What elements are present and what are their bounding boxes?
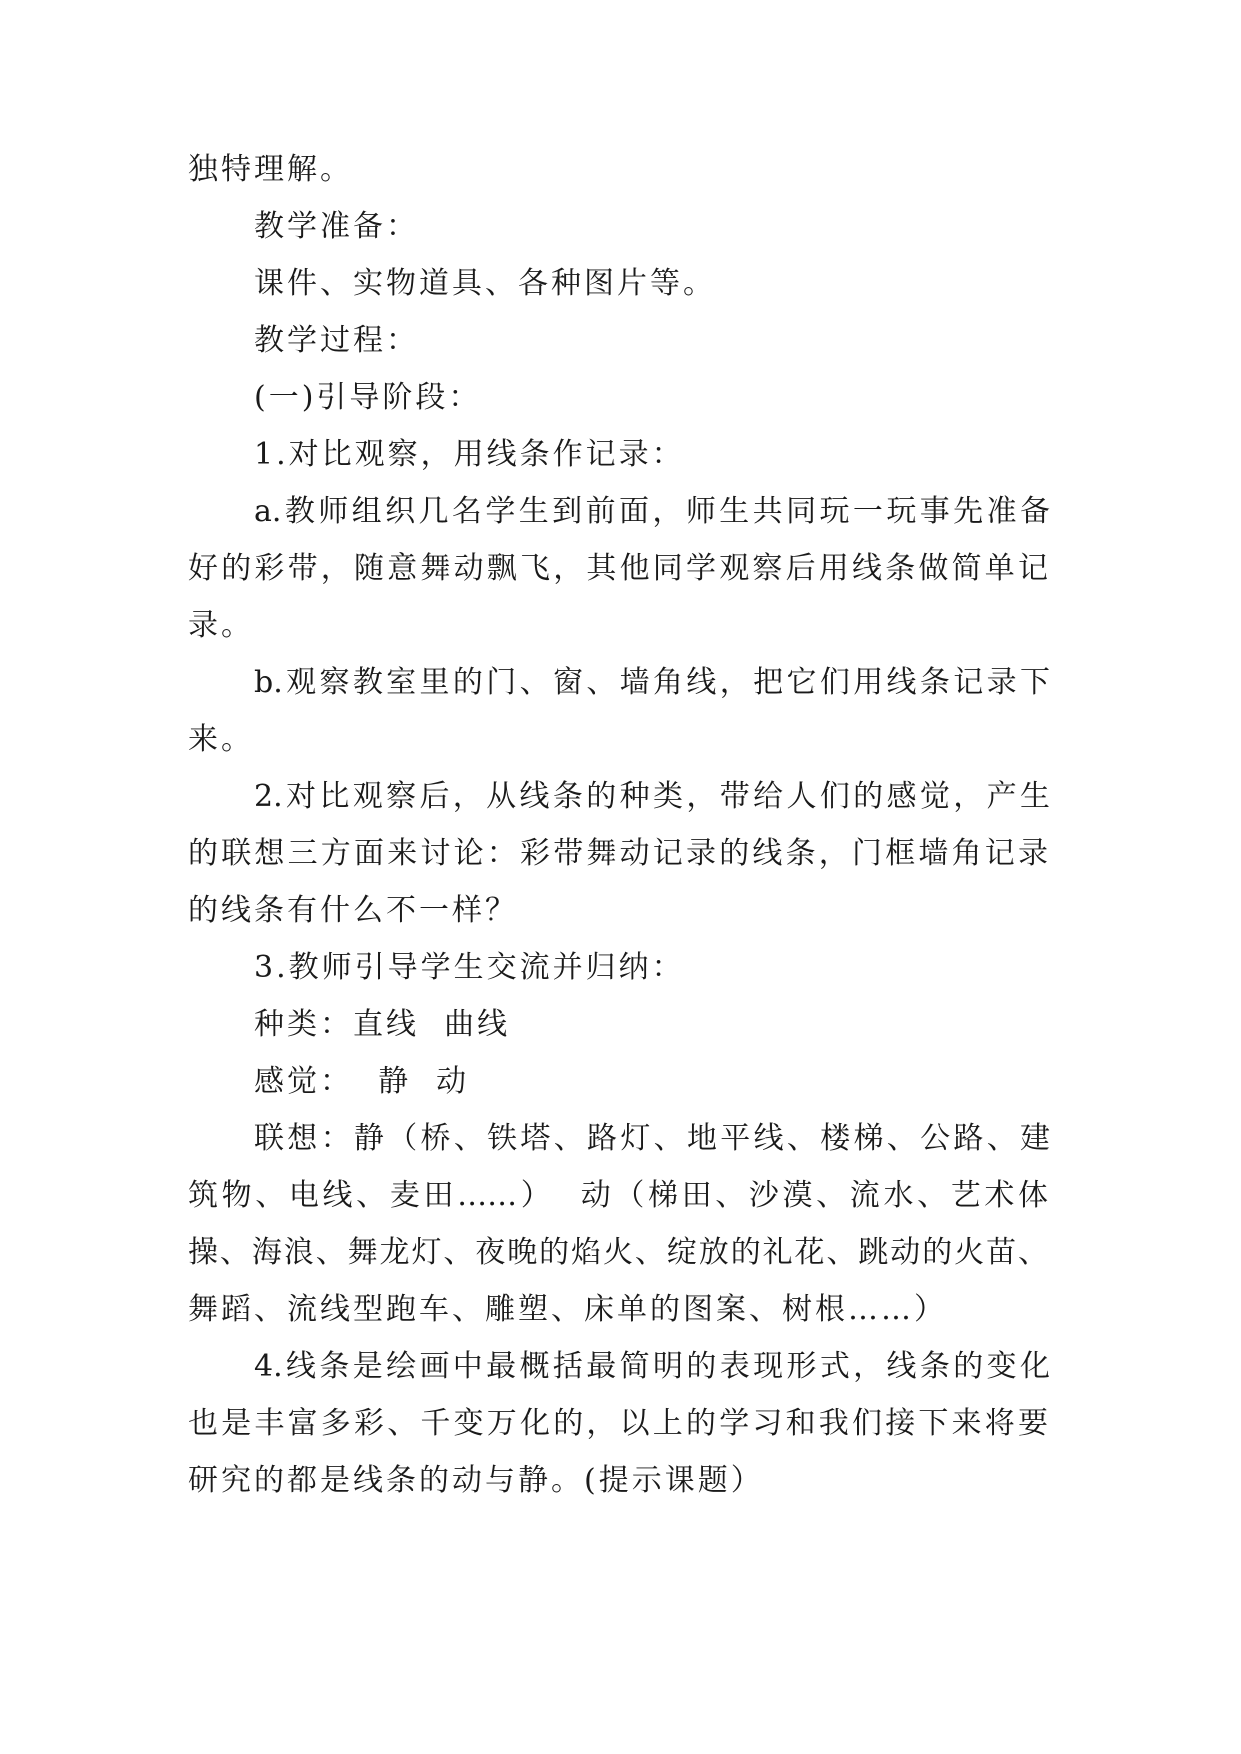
- text-line: 感觉： 静 动: [254, 1064, 470, 1099]
- text-line: 教学过程：: [254, 323, 419, 358]
- text-line: 研究的都是线条的动与静。(提示课题）: [188, 1463, 764, 1498]
- text-line: 也是丰富多彩、千变万化的，以上的学习和我们接下来将要: [188, 1406, 1048, 1441]
- text-line: 舞蹈、流线型跑车、雕塑、床单的图案、树根……）: [188, 1292, 947, 1327]
- text-line: 课件、实物道具、各种图片等。: [254, 266, 716, 301]
- text-line: 3.教师引导学生交流并归纳：: [254, 950, 685, 985]
- text-line: (一)引导阶段：: [254, 380, 482, 415]
- text-line: 2.对比观察后，从线条的种类，带给人们的感觉，产生: [254, 779, 1050, 814]
- text-line: a.教师组织几名学生到前面，师生共同玩一玩事先准备: [254, 494, 1050, 529]
- text-line: 来。: [188, 722, 254, 757]
- text-line: 筑物、电线、麦田……） 动（梯田、沙漠、流水、艺术体: [188, 1178, 1048, 1213]
- text-line: 联想：静（桥、铁塔、路灯、地平线、楼梯、公路、建: [254, 1121, 1050, 1156]
- text-line: 录。: [188, 608, 254, 643]
- text-line: 操、海浪、舞龙灯、夜晚的焰火、绽放的礼花、跳动的火苗、: [188, 1235, 1048, 1270]
- text-line: 独特理解。: [188, 152, 353, 187]
- text-line: 种类：直线 曲线: [254, 1007, 511, 1042]
- text-line: 教学准备：: [254, 209, 419, 244]
- text-line: 的线条有什么不一样？: [188, 893, 518, 928]
- text-line: 4.线条是绘画中最概括最简明的表现形式，线条的变化: [254, 1349, 1050, 1384]
- text-line: b.观察教室里的门、窗、墙角线，把它们用线条记录下: [254, 665, 1050, 700]
- text-line: 1.对比观察，用线条作记录：: [254, 437, 685, 472]
- text-line: 好的彩带，随意舞动飘飞，其他同学观察后用线条做简单记: [188, 551, 1048, 586]
- text-line: 的联想三方面来讨论：彩带舞动记录的线条，门框墙角记录: [188, 836, 1048, 871]
